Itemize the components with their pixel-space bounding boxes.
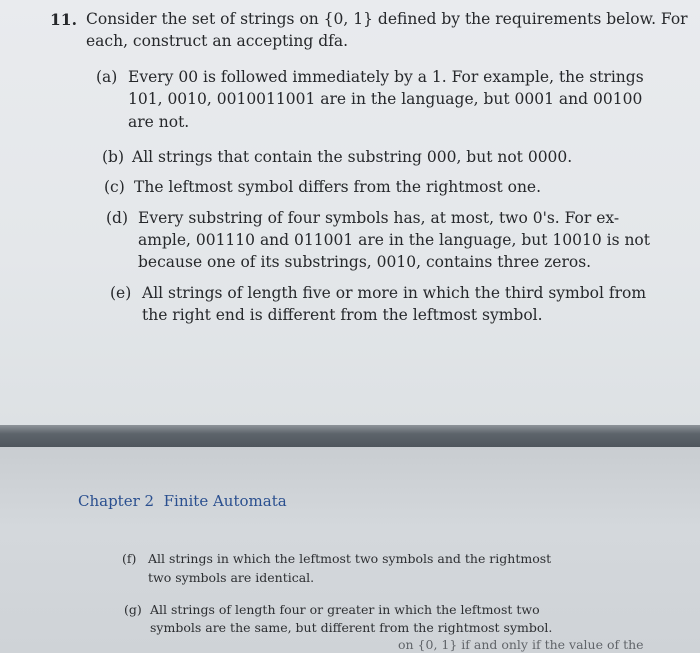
problem-number: 11. xyxy=(50,10,77,29)
part-g-label: (g) xyxy=(124,602,142,617)
part-e-label: (e) xyxy=(110,284,132,302)
chapter-title: Finite Automata xyxy=(163,492,287,510)
part-a-label: (a) xyxy=(96,68,118,86)
part-b-line1: All strings that contain the substring 000, but not 0000. xyxy=(132,148,573,166)
part-c-label: (c) xyxy=(104,178,125,196)
part-g-line2: symbols are the same, but different from the rightmost symbol. xyxy=(150,620,553,635)
chapter-header xyxy=(78,492,287,510)
chapter-prefix: Chapter xyxy=(78,492,140,510)
part-a-line3: are not. xyxy=(128,113,190,131)
part-f-line2: two symbols are identical. xyxy=(148,570,315,585)
page-fold-shadow xyxy=(0,425,700,447)
part-a-line1: Every 00 is followed immediately by a 1. For example, the strings xyxy=(128,68,644,86)
part-h-partial-line: on {0, 1} if and only if the value of the xyxy=(398,637,644,652)
part-b-label: (b) xyxy=(102,148,125,166)
part-d-line2: ample, 001110 and 011001 are in the language, but 10010 is not xyxy=(138,231,650,249)
part-g-line1: All strings of length four or greater in which the leftmost two xyxy=(150,602,540,617)
problem-statement-line2: each, construct an accepting dfa. xyxy=(86,32,349,50)
part-d-line3: because one of its substrings, 0010, contains three zeros. xyxy=(138,253,592,271)
part-d-label: (d) xyxy=(106,209,129,227)
part-f-line1: All strings in which the leftmost two symbols and the rightmost xyxy=(148,551,552,566)
part-e-line1: All strings of length five or more in which the third symbol from xyxy=(142,284,647,302)
part-a-line2: 101, 0010, 0010011001 are in the language, but 0001 and 00100 xyxy=(128,90,643,108)
problem-statement-line1: Consider the set of strings on {0, 1} defined by the requirements below. For xyxy=(86,10,688,28)
part-d-line1: Every substring of four symbols has, at most, two 0's. For ex- xyxy=(138,209,620,227)
part-e-line2: the right end is different from the leftmost symbol. xyxy=(142,306,543,324)
part-f-label: (f) xyxy=(122,551,137,566)
chapter-number: 2 xyxy=(144,492,155,510)
part-c-line1: The leftmost symbol differs from the rightmost one. xyxy=(134,178,542,196)
